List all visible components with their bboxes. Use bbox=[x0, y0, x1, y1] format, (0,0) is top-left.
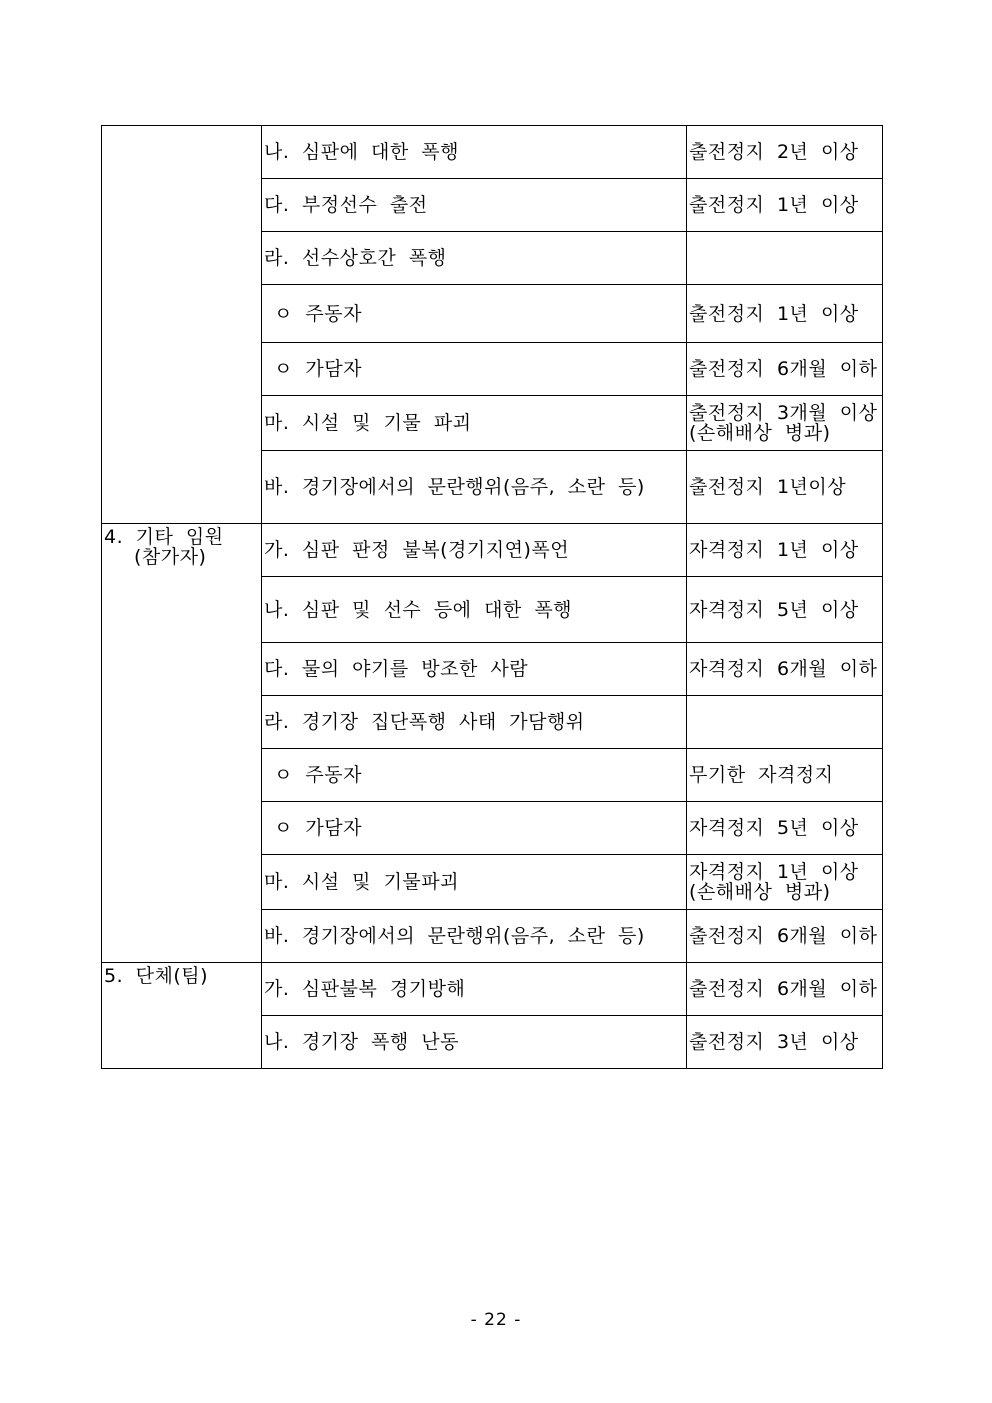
bullet-item: ㅇ 주동자 bbox=[274, 764, 362, 786]
penalty-cell: 출전정지 2년 이상 bbox=[687, 126, 883, 179]
violation-cell bbox=[262, 802, 687, 855]
bullet-item: ㅇ 가담자 bbox=[274, 358, 362, 380]
bullet-item: ㅇ 가담자 bbox=[274, 817, 362, 839]
penalty-cell: 출전정지 3년 이상 bbox=[687, 1016, 883, 1069]
penalty-cell: 출전정지 6개월 이하 bbox=[687, 910, 883, 963]
penalty-text: 출전정지 3개월 이상 bbox=[689, 402, 878, 424]
penalty-cell: 출전정지 1년이상 bbox=[687, 451, 883, 524]
category-label: 5. 단체(팀) bbox=[104, 965, 209, 987]
violation-cell: 마. 시설 및 기물파괴 bbox=[262, 855, 687, 910]
penalty-cell: 자격정지 5년 이상 bbox=[687, 577, 883, 643]
table-row bbox=[102, 126, 883, 179]
category-label: 4. 기타 임원 bbox=[104, 526, 224, 548]
violation-cell: 마. 시설 및 기물 파괴 bbox=[262, 396, 687, 451]
violation-cell: 가. 심판불복 경기방해 bbox=[262, 963, 687, 1016]
table-row bbox=[102, 963, 883, 1016]
penalty-note: (손해배상 병과) bbox=[689, 422, 831, 444]
penalty-cell: 출전정지 1년 이상 bbox=[687, 179, 883, 232]
category-sub-label: (참가자) bbox=[134, 546, 207, 568]
penalty-cell: 출전정지 6개월 이하 bbox=[687, 343, 883, 396]
category-cell bbox=[102, 963, 262, 1069]
category-cell bbox=[102, 126, 262, 524]
penalty-cell: 출전정지 6개월 이하 bbox=[687, 963, 883, 1016]
violation-cell: 다. 부정선수 출전 bbox=[262, 179, 687, 232]
violation-cell: 다. 물의 야기를 방조한 사람 bbox=[262, 643, 687, 696]
penalty-cell: 출전정지 1년 이상 bbox=[687, 285, 883, 343]
table-row bbox=[102, 524, 883, 577]
penalty-note: (손해배상 병과) bbox=[689, 881, 831, 903]
penalty-table bbox=[101, 125, 883, 1069]
violation-cell: 라. 경기장 집단폭행 사태 가담행위 bbox=[262, 696, 687, 749]
penalty-cell: 자격정지 5년 이상 bbox=[687, 802, 883, 855]
violation-cell: 가. 심판 판정 불복(경기지연)폭언 bbox=[262, 524, 687, 577]
violation-cell: 나. 심판 및 선수 등에 대한 폭행 bbox=[262, 577, 687, 643]
page-number: - 22 - bbox=[470, 1310, 522, 1330]
bullet-item: ㅇ 주동자 bbox=[274, 302, 362, 325]
violation-cell bbox=[262, 285, 687, 343]
violation-cell: 바. 경기장에서의 문란행위(음주, 소란 등) bbox=[262, 451, 687, 524]
violation-cell: 라. 선수상호간 폭행 bbox=[262, 232, 687, 285]
penalty-cell bbox=[687, 232, 883, 285]
penalty-cell bbox=[687, 396, 883, 451]
penalty-cell bbox=[687, 696, 883, 749]
category-cell bbox=[102, 524, 262, 963]
violation-cell bbox=[262, 749, 687, 802]
violation-cell: 나. 경기장 폭행 난동 bbox=[262, 1016, 687, 1069]
penalty-cell: 무기한 자격정지 bbox=[687, 749, 883, 802]
penalty-cell bbox=[687, 855, 883, 910]
penalty-cell: 자격정지 1년 이상 bbox=[687, 524, 883, 577]
violation-cell: 나. 심판에 대한 폭행 bbox=[262, 126, 687, 179]
violation-cell bbox=[262, 343, 687, 396]
penalty-text: 자격정지 1년 이상 bbox=[689, 861, 859, 883]
penalty-cell: 자격정지 6개월 이하 bbox=[687, 643, 883, 696]
violation-cell: 바. 경기장에서의 문란행위(음주, 소란 등) bbox=[262, 910, 687, 963]
